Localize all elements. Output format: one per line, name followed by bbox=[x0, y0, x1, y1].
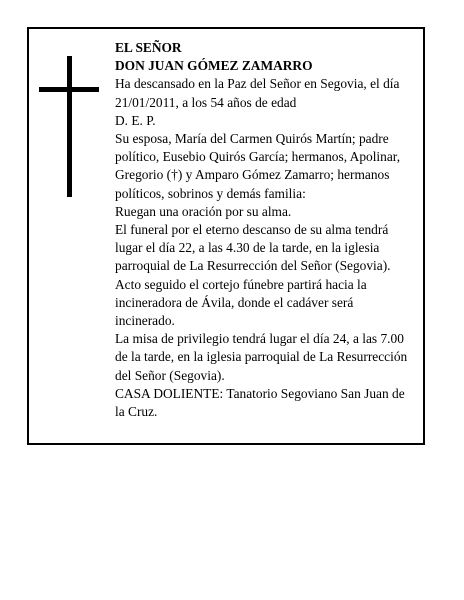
cross-vertical-bar bbox=[67, 56, 72, 197]
obituary-heading: EL SEÑOR bbox=[115, 40, 182, 55]
cross-horizontal-bar bbox=[39, 87, 99, 92]
funeral-details: El funeral por el eterno descanso de su alma tendrá lugar el día 22, a las 4.30 de la tarde, en la iglesia parroquial de La Resurrección del Señor (Segovia). bbox=[115, 222, 391, 274]
death-announcement: Ha descansado en la Paz del Señor en Segovia, el día 21/01/2011, a los 54 años de edad bbox=[115, 76, 400, 110]
obituary-text bbox=[115, 39, 415, 421]
prayer-request: Ruegan una oración por su alma. bbox=[115, 203, 292, 219]
mass-details: La misa de privilegio tendrá lugar el día 24, a las 7.00 de la tarde, en la iglesia parroquial de La Resurrección del Señor (Segovia). bbox=[115, 331, 408, 383]
mourning-house: CASA DOLIENTE: Tanatorio Segoviano San Juan de la Cruz. bbox=[115, 385, 405, 420]
deceased-name: DON JUAN GÓMEZ ZAMARRO bbox=[115, 58, 313, 74]
family-list: Su esposa, María del Carmen Quirós Martín; padre político, Eusebio Quirós García; hermanos, Apolinar, Gregorio (†) y Amparo Gómez Zamarro; hermanos políticos, sobrinos y demás familia: bbox=[115, 131, 401, 201]
obituary-frame bbox=[27, 27, 425, 445]
cortege-details: Acto seguido el cortejo fúnebre partirá hacia la incineradora de Ávila, donde el cadáver será incinerado. bbox=[115, 276, 367, 329]
rip-line: D. E. P. bbox=[115, 112, 156, 128]
